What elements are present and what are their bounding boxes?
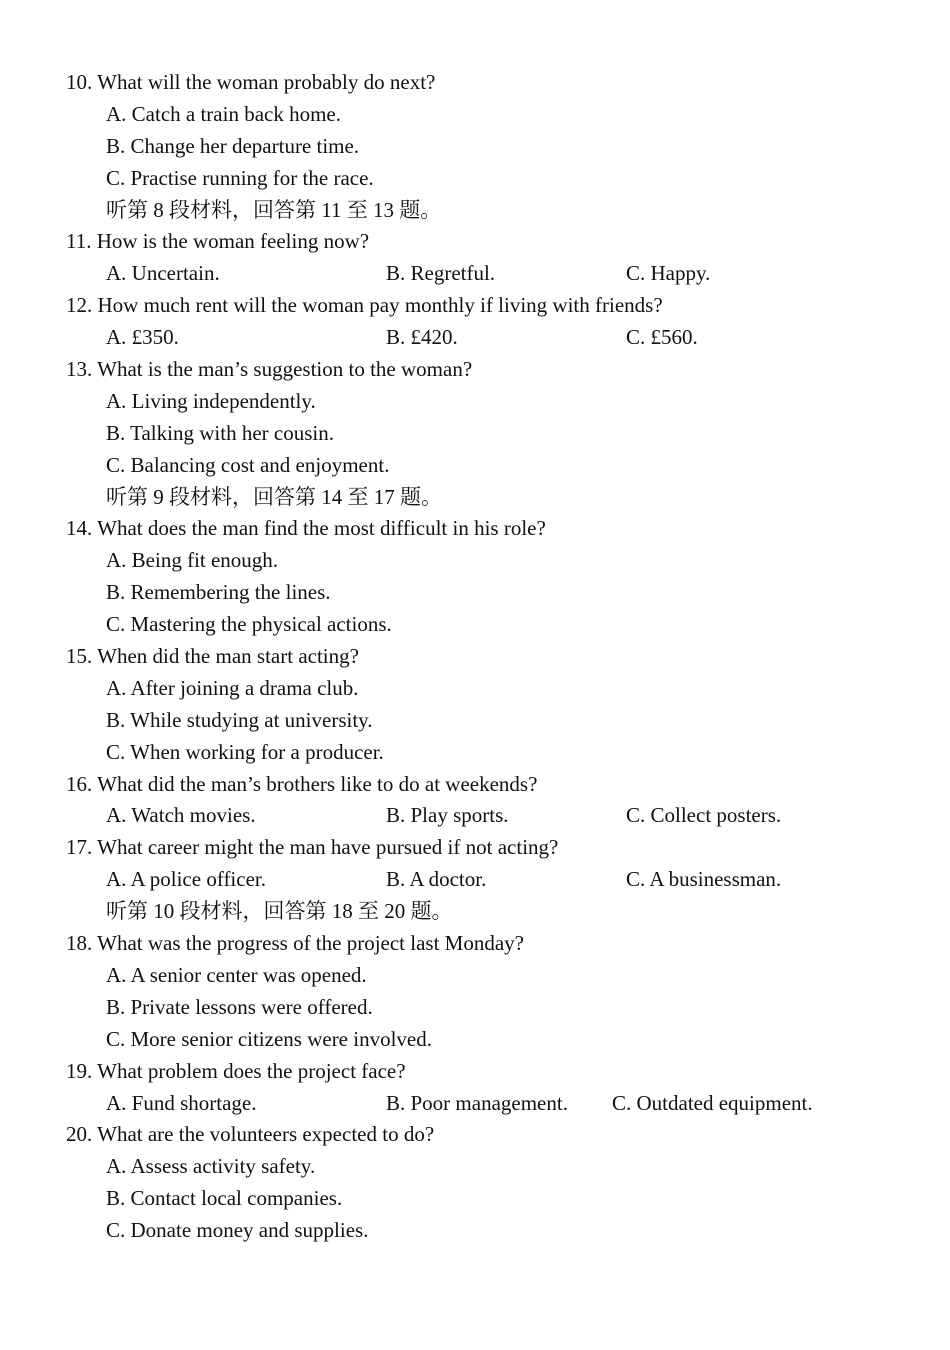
answer-option-row (66, 322, 926, 354)
answer-option: C. Collect posters. (626, 803, 782, 828)
answer-option: A. A police officer. (106, 867, 266, 892)
answer-option: A. A senior center was opened. (106, 962, 367, 987)
answer-option: A. Being fit enough. (106, 548, 279, 573)
question-text: 17. What career might the man have pursued if not acting? (66, 835, 559, 860)
answer-option: C. Practise running for the race. (106, 165, 374, 190)
answer-option: B. Remembering the lines. (106, 580, 331, 605)
answer-option: C. Balancing cost and enjoyment. (106, 452, 390, 477)
question-text: 14. What does the man find the most difficult in his role? (66, 516, 546, 541)
answer-option: B. Regretful. (386, 261, 496, 286)
answer-option: B. £420. (386, 325, 458, 350)
answer-option: C. Donate money and supplies. (106, 1218, 369, 1243)
answer-option: A. Catch a train back home. (106, 101, 341, 126)
answer-option: B. Play sports. (386, 803, 509, 828)
answer-option: C. Outdated equipment. (612, 1090, 813, 1115)
question-text: 18. What was the progress of the project last Monday? (66, 931, 524, 956)
answer-option: B. Contact local companies. (106, 1186, 343, 1211)
answer-option: B. While studying at university. (106, 707, 373, 732)
exam-page (66, 67, 926, 1247)
answer-option-row (66, 258, 926, 290)
answer-option-row (66, 800, 926, 832)
answer-option: C. £560. (626, 325, 698, 350)
question-text: 15. When did the man start acting? (66, 644, 359, 669)
answer-option: A. £350. (106, 325, 179, 350)
answer-option: C. A businessman. (626, 867, 782, 892)
question-text: 13. What is the man’s suggestion to the woman? (66, 357, 473, 382)
answer-option-row (66, 1088, 926, 1120)
answer-option: A. Assess activity safety. (106, 1154, 316, 1179)
question-text: 12. How much rent will the woman pay monthly if living with friends? (66, 293, 663, 318)
question-text: 19. What problem does the project face? (66, 1058, 406, 1083)
answer-option: B. A doctor. (386, 867, 487, 892)
answer-option: A. After joining a drama club. (106, 675, 359, 700)
answer-option: A. Living independently. (106, 388, 316, 413)
answer-option: A. Uncertain. (106, 261, 220, 286)
answer-option-row (66, 864, 926, 896)
answer-option: A. Watch movies. (106, 803, 256, 828)
answer-option: C. Mastering the physical actions. (106, 612, 392, 637)
answer-option: B. Talking with her cousin. (106, 420, 334, 445)
answer-option: A. Fund shortage. (106, 1090, 257, 1115)
answer-option: B. Private lessons were offered. (106, 994, 373, 1019)
question-text: 16. What did the man’s brothers like to do at weekends? (66, 771, 538, 796)
answer-option: C. When working for a producer. (106, 739, 384, 764)
answer-option: C. Happy. (626, 261, 711, 286)
section-instruction: 听第 8 段材料，回答第 11 至 13 题。 (106, 197, 442, 222)
question-text: 10. What will the woman probably do next? (66, 70, 436, 94)
answer-option: B. Change her departure time. (106, 133, 360, 158)
question-text: 20. What are the volunteers expected to do? (66, 1122, 435, 1147)
section-instruction: 听第 10 段材料，回答第 18 至 20 题。 (106, 899, 453, 924)
answer-option: B. Poor management. (386, 1090, 568, 1115)
question-text: 11. How is the woman feeling now? (66, 229, 370, 254)
answer-option: C. More senior citizens were involved. (106, 1026, 432, 1051)
section-instruction: 听第 9 段材料，回答第 14 至 17 题。 (106, 484, 442, 509)
